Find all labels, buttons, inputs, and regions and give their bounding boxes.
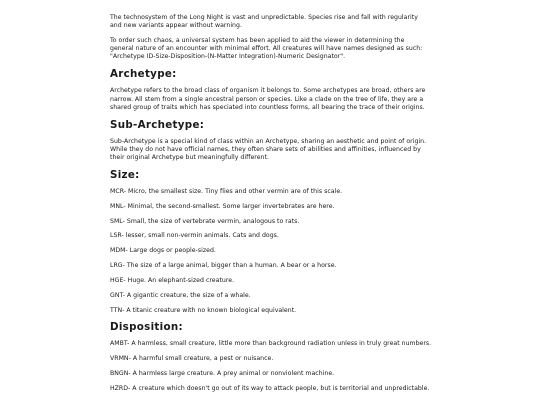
size-heading: Size:	[110, 169, 140, 182]
disposition-item-vrmn: VRMN- A harmful small creature, a pest or nuisance.	[110, 354, 274, 362]
size-item-gnt: GNT- A gigantic creature, the size of a whale.	[110, 292, 251, 300]
size-list	[110, 188, 430, 316]
disposition-item-ambt: AMBT- A harmless, small creature, little more than background radiation unless in truly great numbers.	[110, 339, 432, 347]
disposition-list	[110, 340, 430, 393]
intro-paragraph-2: To order such chaos, a universal system has been applied to aid the viewer in determining the general nature of an encounter with minimal effort. All creatures will have names designed as such: "Archetype ID-Size-Disposition-(N-Matter Integration)-Numeric Designator".	[110, 37, 423, 61]
document-page	[110, 14, 430, 400]
archetype-paragraph: Archetype refers to the broad class of organism it belongs to. Some archetypes are broad, others are narrow. All stem from a single ancestral person or species. Like a clade on the tree of life, they are a shared group of traits which has speciated into countless forms, all bearing the trace of their origins.	[110, 87, 426, 111]
size-item-lsr: LSR- lesser, small non-vermin animals. Cats and dogs.	[110, 232, 279, 240]
disposition-item-bngn: BNGN- A harmless large creature. A prey animal or nonviolent machine.	[110, 369, 335, 377]
size-item-sml: SML- Small, the size of vertebrate vermin, analogous to rats.	[110, 217, 300, 225]
archetype-heading: Archetype:	[110, 68, 177, 81]
intro-paragraph-1: The technosystem of the Long Night is vast and unpredictable. Species rise and fall with regularity and new variants appear without warning.	[110, 14, 418, 30]
disposition-heading: Disposition:	[110, 321, 183, 334]
sub-archetype-heading: Sub-Archetype:	[110, 118, 205, 131]
sub-archetype-paragraph: Sub-Archetype is a special kind of class within an Archetype, sharing an aesthetic and point of origin. While they do not have official names, they often share sets of abilities and affinities, influenced by their original Archetype but meaningfully different.	[110, 137, 427, 161]
size-item-lrg: LRG- The size of a large animal, bigger than a human. A bear or a horse.	[110, 262, 337, 270]
size-item-ttn: TTN- A titanic creature with no known biological equivalent.	[110, 307, 297, 315]
size-item-mcr: MCR- Micro, the smallest size. Tiny flies and other vermin are of this scale.	[110, 187, 343, 195]
disposition-item-hzrd: HZRD- A creature which doesn't go out of its way to attack people, but is territorial and unpredictable.	[110, 384, 430, 392]
size-item-hge: HGE- Huge. An elephant-sized creature.	[110, 277, 235, 285]
size-item-mnl: MNL- Minimal, the second-smallest. Some larger invertebrates are here.	[110, 202, 335, 210]
size-item-mdm: MDM- Large dogs or people-sized.	[110, 247, 216, 255]
